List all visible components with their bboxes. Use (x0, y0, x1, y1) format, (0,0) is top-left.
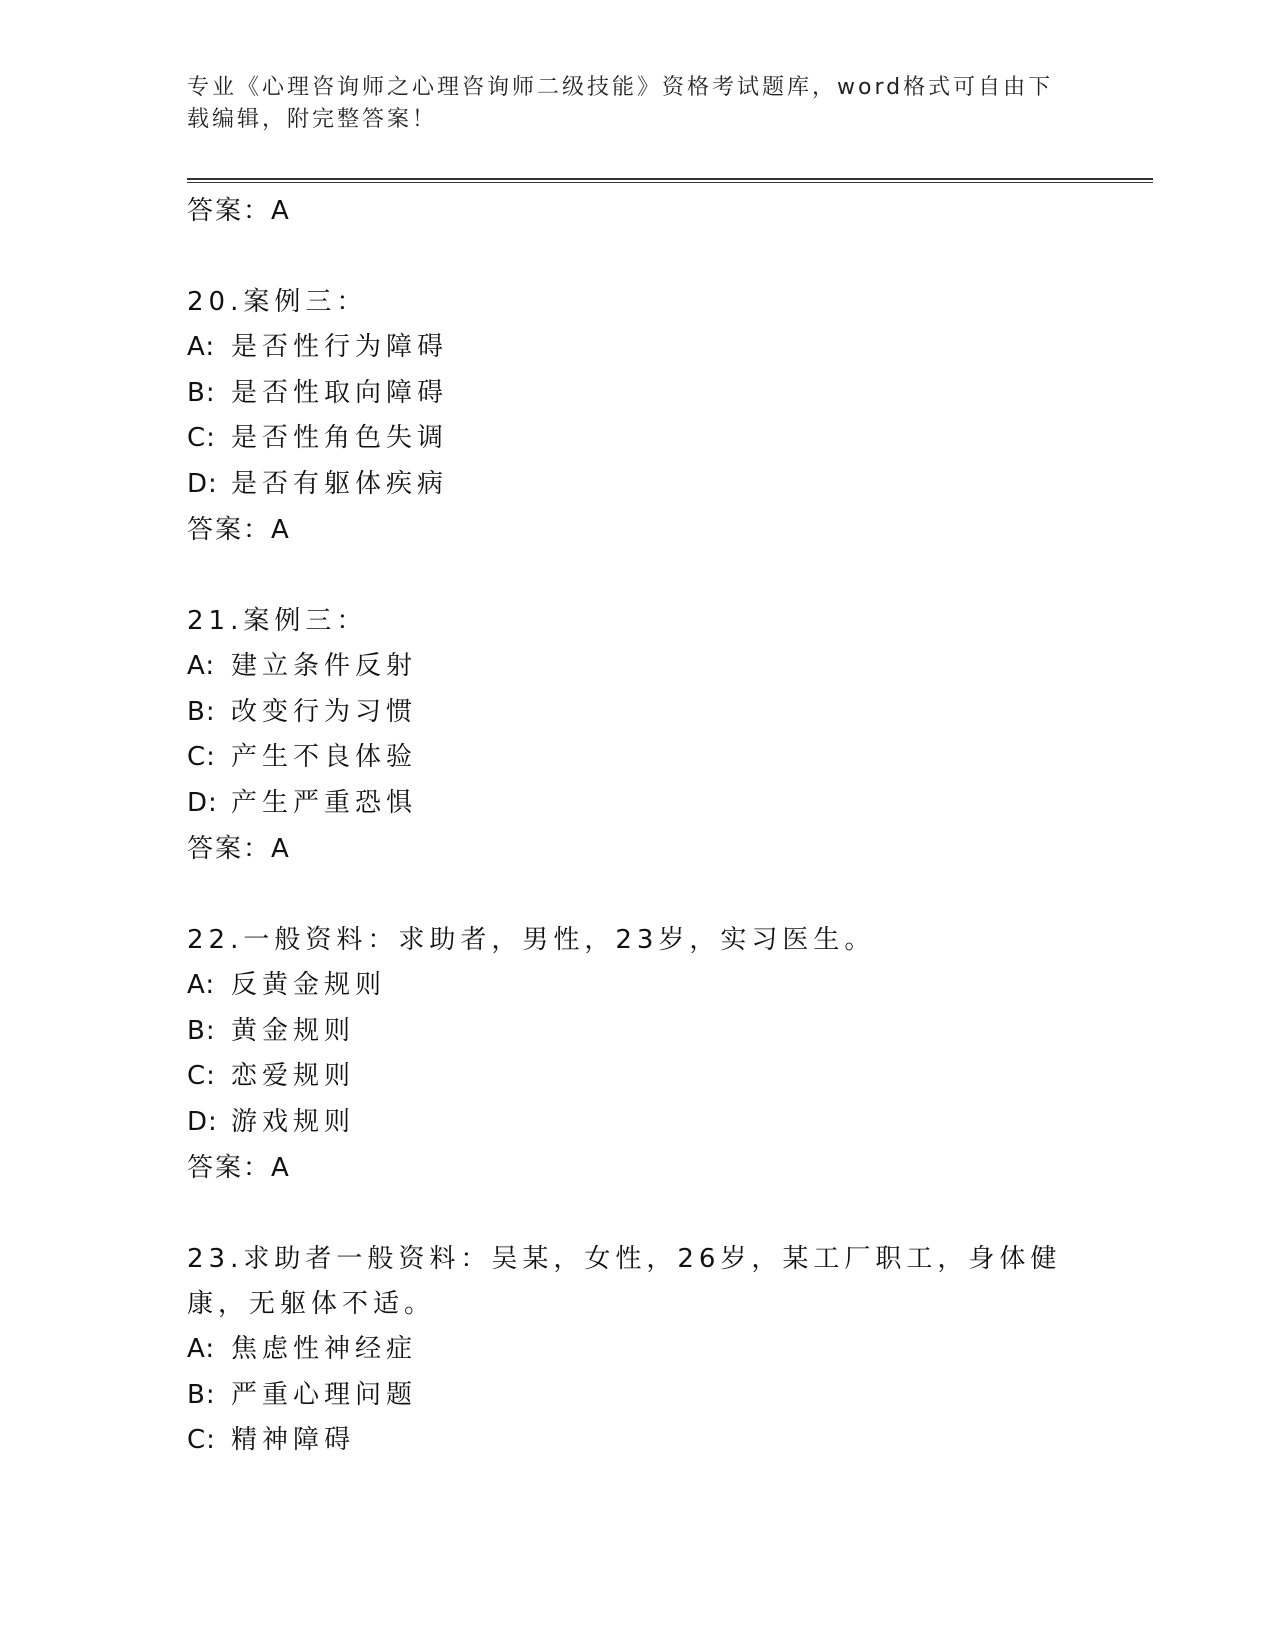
option-b (187, 690, 1087, 736)
answer-line: 答案：A (187, 1153, 291, 1183)
option-text: 建立条件反射 (231, 651, 418, 681)
question-20 (187, 280, 1087, 553)
document-header: 专业《心理咨询师之心理咨询师二级技能》资格考试题库，word格式可自由下载编辑，附完整答案！ (187, 75, 1054, 132)
option-d (187, 1100, 1087, 1146)
option-letter: B: (187, 696, 216, 727)
option-text: 改变行为习惯 (231, 696, 418, 727)
option-a (187, 1327, 1087, 1373)
option-letter: A: (187, 970, 216, 1000)
question-21 (187, 599, 1087, 872)
option-letter: C: (187, 742, 216, 772)
option-a (187, 325, 1087, 371)
option-text: 是否性角色失调 (231, 423, 449, 453)
option-a (187, 963, 1087, 1009)
option-letter: A: (187, 651, 216, 681)
option-text: 是否性行为障碍 (231, 332, 449, 362)
option-text: 恋爱规则 (231, 1061, 356, 1091)
option-letter: D: (187, 1106, 218, 1137)
option-letter: B: (187, 1015, 216, 1046)
option-text: 产生严重恐惧 (231, 787, 418, 818)
question-23 (187, 1237, 1087, 1464)
question-22 (187, 918, 1087, 1191)
option-text: 反黄金规则 (231, 970, 387, 1000)
previous-answer: 答案：A (187, 196, 291, 226)
option-letter: A: (187, 1334, 216, 1364)
option-c (187, 735, 1087, 781)
question-stem: 20.案例三： (187, 287, 368, 317)
option-a (187, 644, 1087, 690)
option-text: 是否性取向障碍 (231, 377, 449, 408)
option-letter: D: (187, 787, 218, 818)
option-text: 黄金规则 (231, 1015, 356, 1046)
option-letter: C: (187, 1425, 216, 1455)
question-list (187, 188, 1087, 1510)
option-letter: B: (187, 1379, 216, 1410)
option-text: 精神障碍 (231, 1425, 356, 1455)
option-letter: D: (187, 468, 218, 499)
option-b (187, 1009, 1087, 1055)
option-c (187, 416, 1087, 462)
question-stem: 23.求助者一般资料：吴某，女性，26岁，某工厂职工，身体健康，无躯体不适。 (187, 1244, 1062, 1319)
header-divider (187, 178, 1153, 183)
question-stem: 22.一般资料：求助者，男性，23岁，实习医生。 (187, 925, 876, 955)
answer-line: 答案：A (187, 834, 291, 864)
option-text: 是否有躯体疾病 (231, 468, 449, 499)
option-c (187, 1054, 1087, 1100)
option-b (187, 371, 1087, 417)
answer-line: 答案：A (187, 515, 291, 545)
option-text: 焦虑性神经症 (231, 1334, 418, 1364)
option-d (187, 781, 1087, 827)
option-text: 产生不良体验 (231, 742, 418, 772)
option-c (187, 1418, 1087, 1464)
option-letter: C: (187, 1061, 216, 1091)
option-text: 游戏规则 (231, 1106, 356, 1137)
option-letter: B: (187, 377, 216, 408)
question-stem: 21.案例三： (187, 606, 368, 636)
option-letter: A: (187, 332, 216, 362)
option-text: 严重心理问题 (231, 1379, 418, 1410)
option-b (187, 1373, 1087, 1419)
option-d (187, 462, 1087, 508)
option-letter: C: (187, 423, 216, 453)
